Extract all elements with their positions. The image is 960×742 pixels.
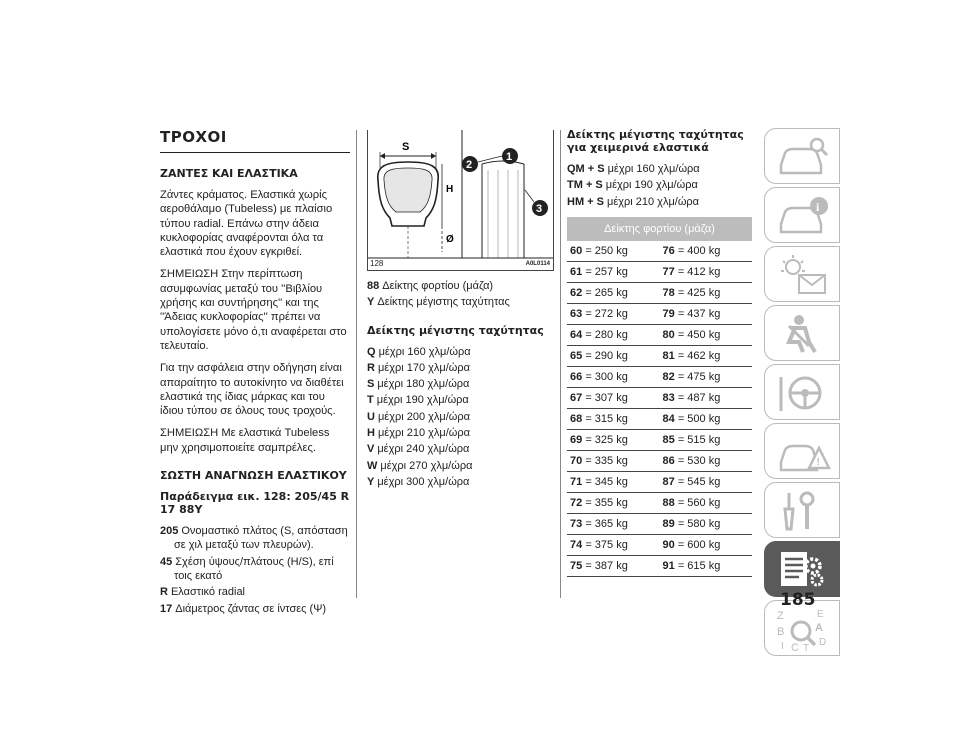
table-row (567, 345, 752, 366)
tab-emergency[interactable] (764, 423, 840, 479)
label-diameter: Ø (446, 234, 454, 245)
table-row (567, 324, 752, 345)
list-item: H μέχρι 210 χλμ/ώρα (367, 427, 471, 440)
list-item: 88 Δείκτης φορτίου (μάζα) (367, 280, 494, 292)
load-index-table (567, 217, 752, 577)
load-cell: 81 = 462 kg (660, 345, 753, 366)
warning-triangle-car-icon (775, 430, 831, 474)
column-speed-index (367, 128, 552, 491)
info-car-icon (775, 194, 831, 238)
list-item: TM + S μέχρι 190 χλμ/ώρα (567, 179, 698, 192)
table-row (567, 387, 752, 408)
list-item: V μέχρι 240 χλμ/ώρα (367, 443, 470, 456)
tab-dashboard[interactable] (764, 128, 840, 184)
list-item: R Ελαστικό radial (160, 586, 246, 599)
load-cell: 85 = 515 kg (660, 429, 753, 450)
load-cell: 89 = 580 kg (660, 513, 753, 534)
svg-text:i: i (816, 200, 820, 214)
callout-2: 2 (466, 159, 473, 171)
load-cell: 62 = 265 kg (567, 282, 660, 303)
page-number: 185 (780, 590, 816, 610)
svg-text:T: T (803, 643, 810, 654)
load-cell: 75 = 387 kg (567, 555, 660, 576)
load-cell: 67 = 307 kg (567, 387, 660, 408)
load-cell: 64 = 280 kg (567, 324, 660, 345)
load-cell: 79 = 437 kg (660, 303, 753, 324)
column-divider (356, 130, 357, 598)
warning-light-icon (775, 253, 831, 297)
load-cell: 88 = 560 kg (660, 492, 753, 513)
list-item: QM + S μέχρι 160 χλμ/ώρα (567, 163, 700, 175)
dashboard-car-icon (775, 135, 831, 179)
label-s: S (402, 141, 410, 153)
alphabetical-index-icon (775, 607, 831, 655)
table-row (567, 366, 752, 387)
load-cell: 61 = 257 kg (567, 261, 660, 282)
load-cell: 63 = 272 kg (567, 303, 660, 324)
svg-text:E: E (817, 609, 824, 620)
svg-text:Z: Z (777, 610, 784, 622)
tab-servicing[interactable] (764, 482, 840, 538)
load-cell: 72 = 355 kg (567, 492, 660, 513)
load-cell: 76 = 400 kg (660, 241, 753, 262)
load-cell: 65 = 290 kg (567, 345, 660, 366)
tab-starting-driving[interactable] (764, 364, 840, 420)
tab-info[interactable] (764, 187, 840, 243)
list-item: 45 Σχέση ύψους/πλάτους (H/S), επί τοις εκατό (160, 555, 334, 582)
load-cell: 68 = 315 kg (567, 408, 660, 429)
load-cell: 66 = 300 kg (567, 366, 660, 387)
load-cell: 86 = 530 kg (660, 450, 753, 471)
svg-text:B: B (777, 626, 785, 638)
load-cell: 87 = 545 kg (660, 471, 753, 492)
callout-3: 3 (536, 203, 543, 215)
list-item: 205 Ονομαστικό πλάτος (S, απόσταση σε χιλ μεταξύ των πλευρών). (160, 525, 348, 552)
label-h: H (446, 184, 454, 195)
table-row (567, 471, 752, 492)
list-item: W μέχρι 270 χλμ/ώρα (367, 459, 473, 472)
section-title-rims-tyres: ΖΑΝΤΕΣ ΚΑΙ ΕΛΑΣΤΙΚΑ (160, 167, 298, 180)
list-item: 17 Διάμετρος ζάντας σε ίντσες (Ψ) (160, 602, 327, 615)
table-row (567, 492, 752, 513)
technical-data-icon (775, 548, 831, 592)
list-item: Y μέχρι 300 χλμ/ώρα (367, 475, 470, 488)
service-tools-icon (775, 489, 831, 533)
chapter-tabs (764, 128, 842, 659)
safety-passenger-icon (775, 312, 831, 356)
example-title: Παράδειγμα εικ. 128: 205/45 R 17 88Y (160, 490, 350, 517)
tyre-cross-section-illustration (368, 130, 553, 270)
speed-index-title: Δείκτης μέγιστης ταχύτητας (367, 323, 544, 337)
table-row (567, 450, 752, 471)
load-cell: 74 = 375 kg (567, 534, 660, 555)
list-item: HM + S μέχρι 210 χλμ/ώρα (567, 195, 700, 208)
table-row (567, 408, 752, 429)
load-cell: 78 = 425 kg (660, 282, 753, 303)
svg-text:C: C (791, 642, 799, 654)
figure-code: A0L0114 (525, 261, 550, 267)
paragraph-note-registration: ΣΗΜΕΙΩΣΗ Στην περίπτωση ασυμφωνίας μεταξύ του ''Βιβλίου χρήσης και συντήρησης'' και της ''Άδειας κυκλοφορίας'' πρέπει να υπολογίσετε μόνο ό,τι αναφέρεται στο τελευταίο. (160, 268, 347, 352)
tab-warning-lights[interactable] (764, 246, 840, 302)
paragraph-rims: Ζάντες κράματος. Ελαστικά χωρίς αεροθάλαμο (Tubeless) με πλαίσιο τύπου radial. Επάνω στην άδεια κυκλοφορίας αναφέρονται όλα τα ελαστικά που έχουν εγκριθεί. (160, 189, 333, 259)
winter-speed-title: Δείκτης μέγιστης ταχύτητας για χειμερινά ελαστικά (567, 128, 744, 154)
table-row (567, 282, 752, 303)
svg-text:I: I (781, 641, 784, 652)
list-item: R μέχρι 170 χλμ/ώρα (367, 361, 471, 374)
table-row (567, 261, 752, 282)
paragraph-safety: Για την ασφάλεια στην οδήγηση είναι απαραίτητο το αυτοκίνητο να διαθέτει ελαστικά της ίδιας μάρκας και του ίδιου τύπου σε όλους τους τροχούς. (160, 362, 344, 418)
svg-text:A: A (815, 622, 823, 634)
table-row (567, 303, 752, 324)
load-cell: 69 = 325 kg (567, 429, 660, 450)
steering-wheel-icon (775, 371, 831, 415)
load-cell: 60 = 250 kg (567, 241, 660, 262)
tab-technical-data[interactable] (764, 541, 840, 597)
column-tyres-intro (160, 128, 350, 618)
load-cell: 84 = 500 kg (660, 408, 753, 429)
section-title-reading-tyre: ΣΩΣΤΗ ΑΝΑΓΝΩΣΗ ΕΛΑΣΤΙΚΟΥ (160, 469, 347, 483)
load-cell: 77 = 412 kg (660, 261, 753, 282)
callout-1: 1 (506, 151, 513, 163)
table-header: Δείκτης φορτίου (μάζα) (567, 217, 752, 241)
list-item: Y Δείκτης μέγιστης ταχύτητας (367, 296, 510, 309)
table-row (567, 513, 752, 534)
table-row (567, 241, 752, 262)
load-cell: 71 = 345 kg (567, 471, 660, 492)
load-cell: 83 = 487 kg (660, 387, 753, 408)
table-row (567, 534, 752, 555)
list-item: U μέχρι 200 χλμ/ώρα (367, 410, 471, 423)
svg-text:D: D (819, 637, 827, 648)
load-cell: 73 = 365 kg (567, 513, 660, 534)
paragraph-note-tubeless: ΣΗΜΕΙΩΣΗ Με ελαστικά Tubeless μην χρησιμοποιείτε σαμπρέλες. (160, 427, 330, 454)
tab-safety[interactable] (764, 305, 840, 361)
load-cell: 82 = 475 kg (660, 366, 753, 387)
table-row (567, 429, 752, 450)
load-cell: 70 = 335 kg (567, 450, 660, 471)
figure-number: 128 (370, 259, 384, 268)
page-title: ΤΡΟΧΟΙ (160, 128, 350, 153)
svg-text:!: ! (816, 457, 820, 468)
load-cell: 90 = 600 kg (660, 534, 753, 555)
load-cell: 80 = 450 kg (660, 324, 753, 345)
column-divider (560, 130, 561, 598)
load-cell: 91 = 615 kg (660, 555, 753, 576)
column-load-index (567, 128, 752, 577)
list-item: Q μέχρι 160 χλμ/ώρα (367, 345, 471, 358)
tyre-figure (367, 130, 554, 271)
list-item: S μέχρι 180 χλμ/ώρα (367, 378, 470, 391)
table-row (567, 555, 752, 576)
list-item: T μέχρι 190 χλμ/ώρα (367, 394, 469, 407)
